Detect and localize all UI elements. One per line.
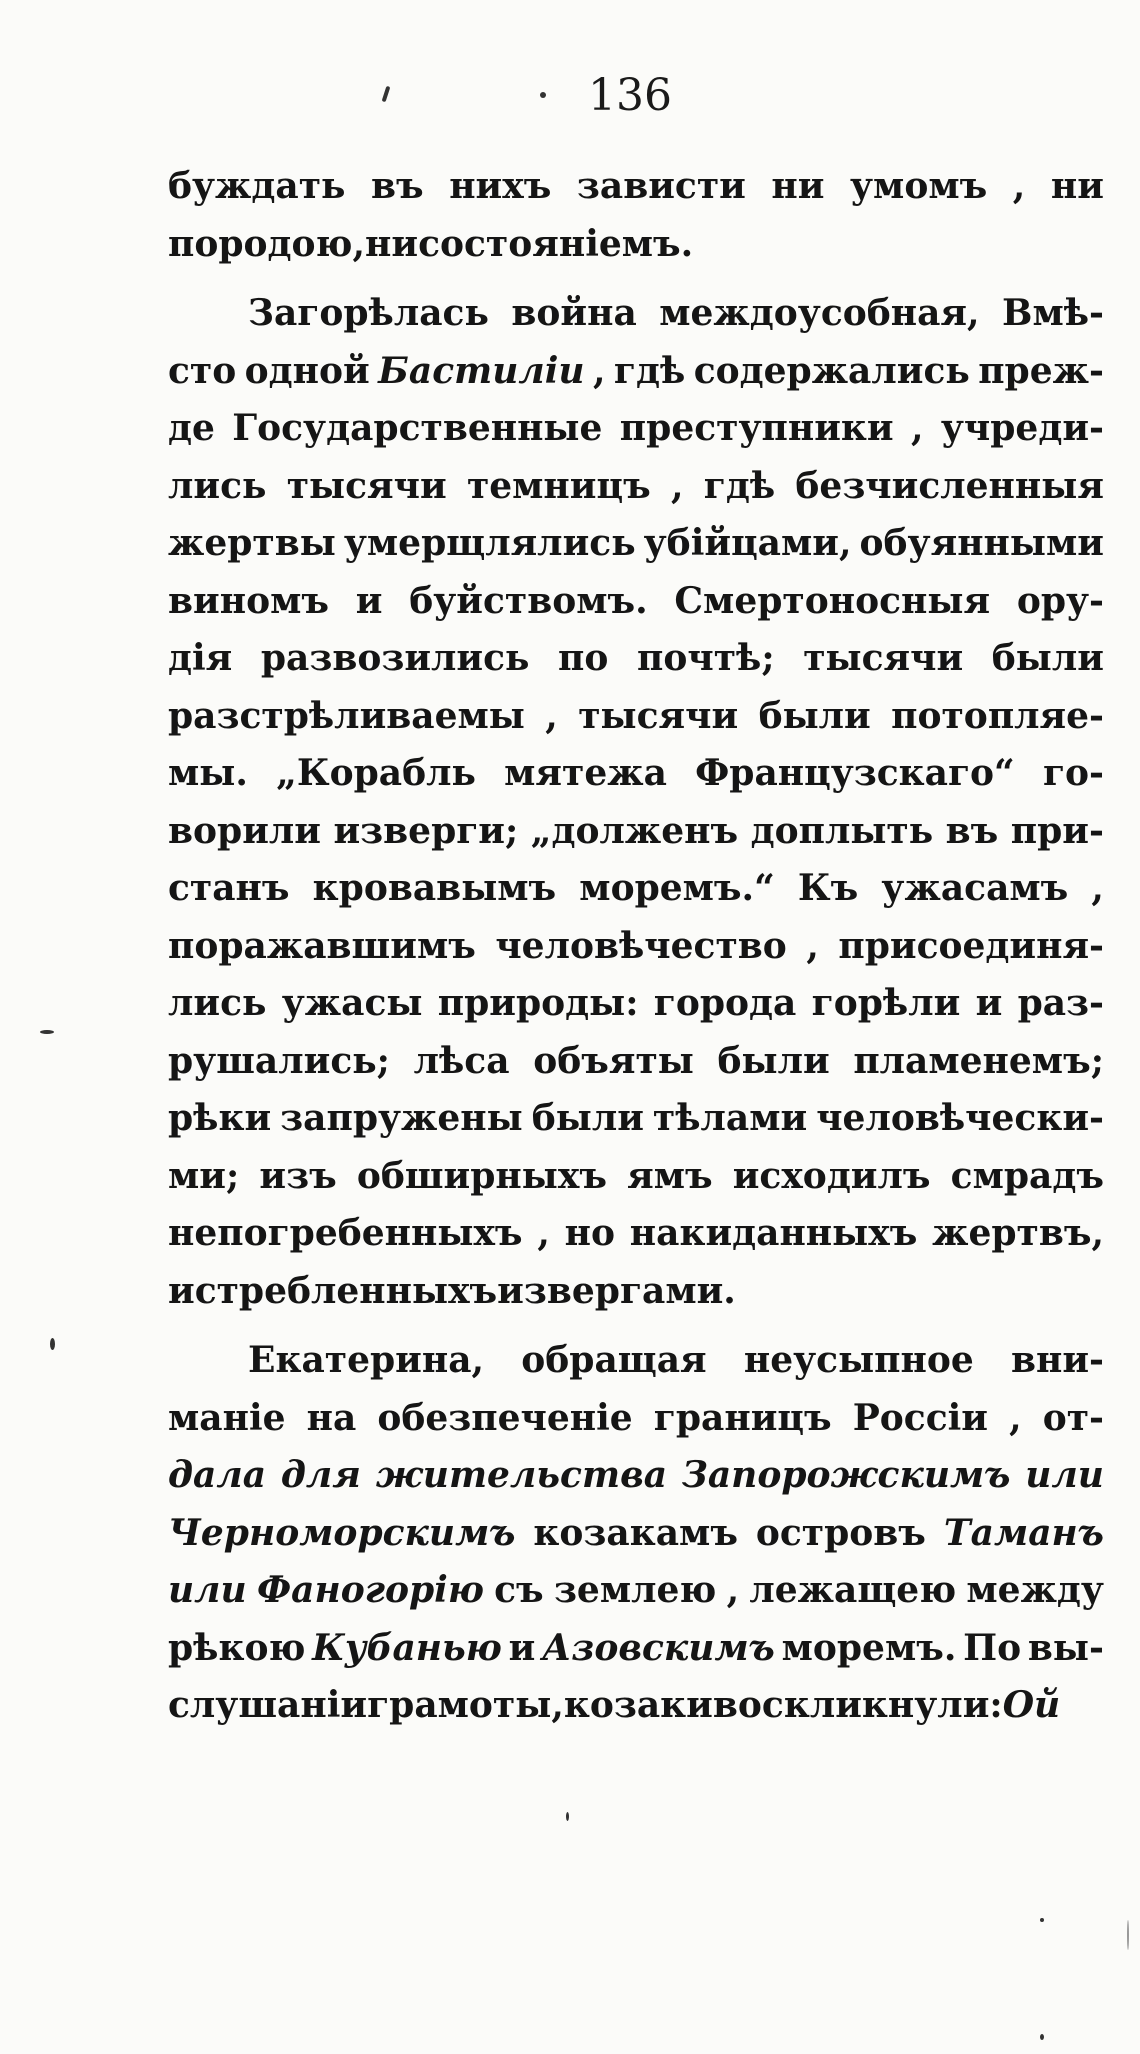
word: рѣки xyxy=(168,1097,272,1139)
word: убiйцами, xyxy=(643,522,852,564)
word: грамоты, xyxy=(367,1684,564,1726)
word: , xyxy=(1012,165,1026,207)
word: безчисленныя xyxy=(795,464,1104,507)
text-line xyxy=(168,400,1104,458)
word: города xyxy=(653,982,797,1024)
word: преж- xyxy=(978,349,1104,392)
word: Къ xyxy=(797,867,859,909)
word: ворили xyxy=(168,809,321,852)
word: сто xyxy=(168,349,237,392)
word: границъ xyxy=(653,1396,832,1439)
word: Ой xyxy=(1002,1684,1061,1726)
word: вы- xyxy=(1027,1626,1104,1669)
word: лись xyxy=(168,464,267,507)
scan-speck xyxy=(566,1812,569,1821)
word: манiе xyxy=(168,1396,286,1439)
word: доплыть xyxy=(750,809,934,852)
text-line xyxy=(168,1332,1104,1390)
word: Французскаго“ xyxy=(695,752,1015,794)
word: почтѣ; xyxy=(637,637,775,679)
word: лѣса xyxy=(413,1039,510,1082)
word: для xyxy=(280,1454,361,1496)
word: буждать xyxy=(168,165,346,207)
text-line xyxy=(168,285,1104,343)
text-line xyxy=(168,515,1104,573)
page-number: 136 xyxy=(588,70,672,121)
word: ору- xyxy=(1016,579,1104,622)
word: зависти xyxy=(576,165,746,207)
text-line xyxy=(168,688,1104,746)
text-line xyxy=(168,458,1104,516)
word: Кубанью xyxy=(312,1626,502,1669)
word: По xyxy=(963,1626,1022,1669)
word: го- xyxy=(1042,752,1104,794)
word: ямъ xyxy=(627,1154,713,1197)
paragraph-gap xyxy=(168,1320,1104,1332)
text-line xyxy=(168,1263,1104,1321)
word: ни xyxy=(1050,165,1104,207)
word: съ xyxy=(494,1569,544,1611)
word: , xyxy=(1009,1396,1022,1439)
word: моремъ.“ xyxy=(579,867,775,909)
word: де xyxy=(168,407,215,449)
word: островъ xyxy=(755,1511,926,1554)
word: Таманъ xyxy=(943,1511,1104,1554)
word: слушанiи xyxy=(168,1684,368,1726)
word: Азовскимъ xyxy=(542,1626,775,1669)
word: „долженъ xyxy=(530,809,739,852)
text-line xyxy=(168,630,1104,688)
text-line xyxy=(168,803,1104,861)
word: запружены xyxy=(280,1097,523,1139)
word: въ xyxy=(945,809,999,852)
word: пламенемъ; xyxy=(853,1039,1104,1082)
word: и xyxy=(355,579,383,622)
word: нихъ xyxy=(449,165,552,207)
word: от- xyxy=(1042,1396,1104,1439)
word: лежащею xyxy=(749,1569,957,1611)
text-line xyxy=(168,216,1104,274)
text-line xyxy=(168,745,1104,803)
word: Екатерина, xyxy=(248,1339,485,1381)
word: тѣлами xyxy=(652,1097,808,1139)
word: объяты xyxy=(533,1039,694,1082)
word: ни xyxy=(365,222,419,265)
text-line xyxy=(168,1677,1104,1735)
word: изверги; xyxy=(333,809,519,852)
word: буйствомъ. xyxy=(409,579,648,622)
word: , xyxy=(910,407,924,449)
word: мы. xyxy=(168,752,248,794)
word: непогребенныхъ xyxy=(168,1212,523,1254)
word: тысячи xyxy=(578,694,739,737)
word: Смертоносныя xyxy=(674,579,991,622)
word: Вмѣ- xyxy=(1002,292,1104,334)
text-line xyxy=(168,158,1104,216)
text-line xyxy=(168,1148,1104,1206)
word: были xyxy=(717,1039,830,1082)
word: изъ xyxy=(259,1154,337,1197)
word: при- xyxy=(1010,809,1104,852)
scan-speck xyxy=(382,86,391,102)
word: породою xyxy=(168,222,353,265)
word: жертвы xyxy=(168,522,336,564)
word: , xyxy=(545,694,558,737)
word: но xyxy=(564,1212,615,1254)
word: потопляе- xyxy=(891,694,1104,737)
word: умомъ xyxy=(850,165,988,207)
word: тысячи xyxy=(803,637,964,679)
text-line xyxy=(168,1562,1104,1620)
word: , xyxy=(1091,867,1104,909)
word: „Корабль xyxy=(276,752,476,794)
text-line xyxy=(168,975,1104,1033)
word: или xyxy=(168,1569,247,1611)
word: виномъ xyxy=(168,579,329,622)
word: лись xyxy=(168,982,267,1024)
word: обширныхъ xyxy=(356,1154,607,1197)
word: жительства xyxy=(375,1454,668,1496)
word: , xyxy=(352,222,366,265)
word: вни- xyxy=(1010,1339,1104,1381)
word: присоединя- xyxy=(838,924,1104,967)
word: дала xyxy=(168,1454,267,1496)
word: или xyxy=(1025,1454,1104,1496)
word: дiя xyxy=(168,637,233,679)
text-line xyxy=(168,918,1104,976)
word: обезпеченiе xyxy=(377,1396,633,1439)
text-line xyxy=(168,1390,1104,1448)
word: гдѣ xyxy=(613,349,686,392)
word: ужасамъ xyxy=(881,867,1069,909)
word: ми; xyxy=(168,1154,240,1197)
scan-speck xyxy=(1127,1920,1129,1950)
word: природы: xyxy=(437,982,639,1024)
word: война xyxy=(511,292,637,334)
text-line xyxy=(168,573,1104,631)
word: состоянiемъ. xyxy=(418,222,694,265)
word: и xyxy=(975,982,1003,1024)
word: и xyxy=(508,1626,536,1669)
word: Фаногорiю xyxy=(256,1569,484,1611)
word: поражавшимъ xyxy=(168,924,476,967)
word: преступники xyxy=(619,407,894,449)
word: накиданныхъ xyxy=(629,1212,918,1254)
word: умерщлялись xyxy=(343,522,636,564)
word: Россiи xyxy=(852,1396,989,1439)
word: были xyxy=(991,637,1104,679)
word: , xyxy=(537,1212,550,1254)
scan-speck xyxy=(40,1030,54,1034)
word: Загорѣлась xyxy=(248,292,489,334)
word: обращая xyxy=(521,1339,707,1381)
word: исходилъ xyxy=(732,1154,931,1197)
word: въ xyxy=(371,165,424,207)
word: неусыпное xyxy=(743,1339,974,1381)
word: Черноморскимъ xyxy=(168,1511,516,1554)
word: моремъ. xyxy=(781,1626,957,1669)
word: , xyxy=(806,924,819,967)
text-line xyxy=(168,1205,1104,1263)
word: извергами. xyxy=(497,1269,736,1312)
paragraph-gap xyxy=(168,273,1104,285)
text-line xyxy=(168,343,1104,401)
word: воскликнули: xyxy=(712,1684,1003,1726)
word: разстрѣливаемы xyxy=(168,694,525,737)
word: смрадъ xyxy=(950,1154,1104,1197)
word: междоусобная, xyxy=(659,292,980,334)
scan-speck xyxy=(540,92,546,98)
text-line xyxy=(168,1447,1104,1505)
word: учреди- xyxy=(940,407,1104,449)
word: одной xyxy=(244,349,370,392)
word: , xyxy=(726,1569,740,1611)
word: ужасы xyxy=(281,982,423,1024)
word: станъ xyxy=(168,867,290,909)
word: были xyxy=(531,1097,644,1139)
word: гдѣ xyxy=(703,464,776,507)
word: по xyxy=(558,637,609,679)
word: между xyxy=(966,1569,1104,1611)
word: были xyxy=(758,694,871,737)
word: тысячи xyxy=(286,464,447,507)
word: рушались; xyxy=(168,1039,390,1082)
word: козакамъ xyxy=(533,1511,738,1554)
word: горѣли xyxy=(811,982,961,1024)
word: рѣкою xyxy=(168,1626,306,1669)
word: ни xyxy=(771,165,825,207)
word: Запорожскимъ xyxy=(681,1454,1011,1496)
word: развозились xyxy=(260,637,530,679)
word: , xyxy=(670,464,684,507)
text-line xyxy=(168,1620,1104,1678)
word: мятежа xyxy=(504,752,667,794)
text-line xyxy=(168,1090,1104,1148)
scan-speck xyxy=(1040,1918,1044,1922)
word: темницъ xyxy=(466,464,651,507)
body-text xyxy=(168,158,1104,1735)
word: козаки xyxy=(563,1684,713,1726)
word: обуянными xyxy=(859,522,1104,564)
word: человѣчество xyxy=(495,924,787,967)
word: , xyxy=(592,349,606,392)
scan-speck xyxy=(1040,2034,1044,2040)
scan-speck xyxy=(50,1338,55,1350)
text-line xyxy=(168,1505,1104,1563)
word: кровавымъ xyxy=(312,867,557,909)
word: содержались xyxy=(693,349,970,392)
word: Государственные xyxy=(232,407,603,449)
word: Бастилiи xyxy=(378,349,585,392)
word: человѣчески- xyxy=(816,1097,1104,1139)
word: на xyxy=(306,1396,357,1439)
word: жертвъ, xyxy=(932,1212,1104,1254)
word: раз- xyxy=(1017,982,1104,1024)
word: истребленныхъ xyxy=(168,1269,498,1312)
word: землею xyxy=(553,1569,717,1611)
text-line xyxy=(168,1033,1104,1091)
text-line xyxy=(168,860,1104,918)
